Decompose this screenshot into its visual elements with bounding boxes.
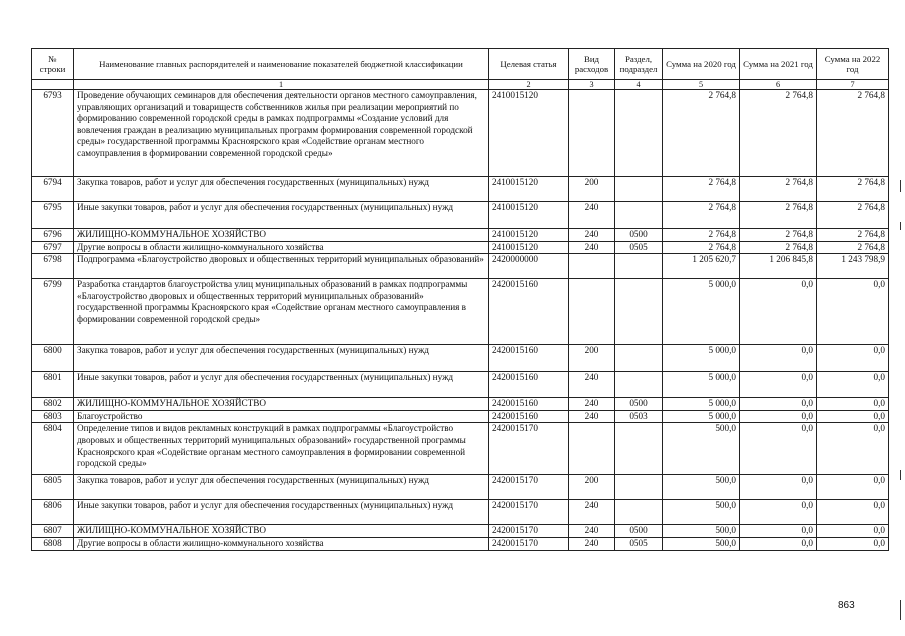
header-sum-2022: Сумма на 2022 год bbox=[817, 49, 889, 80]
row-number-cell: 6806 bbox=[32, 500, 74, 525]
target-article-cell: 2420015160 bbox=[489, 345, 569, 372]
table-row bbox=[32, 279, 889, 345]
target-article-cell: 2410015120 bbox=[489, 229, 569, 242]
target-article-cell: 2420015160 bbox=[489, 410, 569, 423]
header-sum-2020: Сумма на 2020 год bbox=[663, 49, 740, 80]
scan-edge-mark bbox=[900, 470, 901, 480]
expense-type-cell: 240 bbox=[569, 500, 615, 525]
row-number-cell: 6798 bbox=[32, 254, 74, 279]
row-number-cell: 6797 bbox=[32, 241, 74, 254]
section-cell bbox=[615, 500, 663, 525]
row-number-cell: 6804 bbox=[32, 423, 74, 475]
expense-type-cell: 240 bbox=[569, 202, 615, 229]
sum-2020-cell: 5 000,0 bbox=[663, 279, 740, 345]
table-row bbox=[32, 537, 889, 550]
sum-2022-cell: 0,0 bbox=[817, 475, 889, 500]
expense-type-cell bbox=[569, 254, 615, 279]
section-cell bbox=[615, 177, 663, 202]
column-number-row bbox=[32, 80, 889, 90]
sum-2022-cell: 0,0 bbox=[817, 537, 889, 550]
sum-2021-cell: 0,0 bbox=[740, 410, 817, 423]
header-expense-type: Вид расходов bbox=[569, 49, 615, 80]
column-number bbox=[32, 80, 74, 90]
section-cell: 0503 bbox=[615, 410, 663, 423]
target-article-cell: 2420015160 bbox=[489, 398, 569, 411]
sum-2021-cell: 0,0 bbox=[740, 345, 817, 372]
row-number-cell: 6807 bbox=[32, 525, 74, 538]
table-row bbox=[32, 229, 889, 242]
sum-2021-cell: 0,0 bbox=[740, 525, 817, 538]
column-number: 1 bbox=[74, 80, 489, 90]
column-number: 7 bbox=[817, 80, 889, 90]
expense-type-cell: 240 bbox=[569, 398, 615, 411]
header-section: Раздел, подраздел bbox=[615, 49, 663, 80]
sum-2021-cell: 0,0 bbox=[740, 537, 817, 550]
section-cell bbox=[615, 345, 663, 372]
table-row bbox=[32, 202, 889, 229]
row-number-cell: 6795 bbox=[32, 202, 74, 229]
sum-2021-cell: 1 206 845,8 bbox=[740, 254, 817, 279]
row-number-cell: 6801 bbox=[32, 372, 74, 398]
scan-edge-mark bbox=[900, 600, 901, 620]
sum-2020-cell: 500,0 bbox=[663, 423, 740, 475]
target-article-cell: 2410015120 bbox=[489, 90, 569, 177]
item-name-cell: Другие вопросы в области жилищно-коммунального хозяйства bbox=[74, 241, 489, 254]
row-number-cell: 6794 bbox=[32, 177, 74, 202]
sum-2021-cell: 2 764,8 bbox=[740, 241, 817, 254]
sum-2022-cell: 0,0 bbox=[817, 345, 889, 372]
table-row bbox=[32, 372, 889, 398]
table-row bbox=[32, 345, 889, 372]
sum-2022-cell: 0,0 bbox=[817, 423, 889, 475]
row-number-cell: 6805 bbox=[32, 475, 74, 500]
section-cell: 0505 bbox=[615, 241, 663, 254]
sum-2022-cell: 0,0 bbox=[817, 500, 889, 525]
page-number: 863 bbox=[838, 600, 855, 611]
table-body bbox=[32, 80, 889, 551]
sum-2021-cell: 0,0 bbox=[740, 372, 817, 398]
sum-2020-cell: 2 764,8 bbox=[663, 202, 740, 229]
item-name-cell: ЖИЛИЩНО-КОММУНАЛЬНОЕ ХОЗЯЙСТВО bbox=[74, 525, 489, 538]
sum-2022-cell: 0,0 bbox=[817, 525, 889, 538]
expense-type-cell: 200 bbox=[569, 345, 615, 372]
section-cell bbox=[615, 279, 663, 345]
header-sum-2021: Сумма на 2021 год bbox=[740, 49, 817, 80]
column-number: 6 bbox=[740, 80, 817, 90]
table-header bbox=[32, 49, 889, 80]
expense-type-cell: 240 bbox=[569, 410, 615, 423]
section-cell bbox=[615, 423, 663, 475]
section-cell bbox=[615, 90, 663, 177]
sum-2020-cell: 5 000,0 bbox=[663, 345, 740, 372]
header-name: Наименование главных распорядителей и наименование показателей бюджетной классификации bbox=[74, 49, 489, 80]
sum-2021-cell: 2 764,8 bbox=[740, 202, 817, 229]
sum-2022-cell: 2 764,8 bbox=[817, 177, 889, 202]
sum-2021-cell: 0,0 bbox=[740, 500, 817, 525]
expense-type-cell bbox=[569, 423, 615, 475]
sum-2020-cell: 5 000,0 bbox=[663, 410, 740, 423]
target-article-cell: 2410015120 bbox=[489, 202, 569, 229]
sum-2020-cell: 2 764,8 bbox=[663, 241, 740, 254]
expense-type-cell: 240 bbox=[569, 372, 615, 398]
sum-2022-cell: 0,0 bbox=[817, 410, 889, 423]
item-name-cell: Закупка товаров, работ и услуг для обеспечения государственных (муниципальных) нужд bbox=[74, 177, 489, 202]
sum-2021-cell: 0,0 bbox=[740, 398, 817, 411]
section-cell bbox=[615, 372, 663, 398]
expense-type-cell: 200 bbox=[569, 475, 615, 500]
expense-type-cell bbox=[569, 90, 615, 177]
sum-2021-cell: 2 764,8 bbox=[740, 90, 817, 177]
row-number-cell: 6793 bbox=[32, 90, 74, 177]
sum-2022-cell: 0,0 bbox=[817, 372, 889, 398]
row-number-cell: 6799 bbox=[32, 279, 74, 345]
sum-2021-cell: 2 764,8 bbox=[740, 229, 817, 242]
sum-2021-cell: 0,0 bbox=[740, 423, 817, 475]
table-row bbox=[32, 90, 889, 177]
section-cell: 0500 bbox=[615, 229, 663, 242]
scan-edge-mark bbox=[900, 180, 901, 192]
item-name-cell: Подпрограмма «Благоустройство дворовых и общественных территорий муниципальных образований» bbox=[74, 254, 489, 279]
table-row bbox=[32, 254, 889, 279]
sum-2021-cell: 0,0 bbox=[740, 475, 817, 500]
target-article-cell: 2420015170 bbox=[489, 525, 569, 538]
row-number-cell: 6803 bbox=[32, 410, 74, 423]
table-row bbox=[32, 398, 889, 411]
target-article-cell: 2410015120 bbox=[489, 177, 569, 202]
sum-2020-cell: 500,0 bbox=[663, 475, 740, 500]
expense-type-cell: 240 bbox=[569, 241, 615, 254]
header-row-number: № строки bbox=[32, 49, 74, 80]
sum-2020-cell: 5 000,0 bbox=[663, 398, 740, 411]
expense-type-cell: 200 bbox=[569, 177, 615, 202]
sum-2022-cell: 0,0 bbox=[817, 398, 889, 411]
column-number: 5 bbox=[663, 80, 740, 90]
target-article-cell: 2420015160 bbox=[489, 372, 569, 398]
row-number-cell: 6802 bbox=[32, 398, 74, 411]
sum-2021-cell: 2 764,8 bbox=[740, 177, 817, 202]
item-name-cell: Иные закупки товаров, работ и услуг для обеспечения государственных (муниципальных) нужд bbox=[74, 202, 489, 229]
section-cell: 0505 bbox=[615, 537, 663, 550]
item-name-cell: Проведение обучающих семинаров для обеспечения деятельности органов местного самоуправления, управляющих организаций и товариществ собственников жилья при реализации мероприятий по формированию современной городской среды в рамках подпрограммы «Создание условий для вовлечения граждан в реализацию муниципальных программ формирования современной городской среды» государственной программы Красноярского края «Содействие органам местного самоуправления в формировании современной городской среды» bbox=[74, 90, 489, 177]
sum-2022-cell: 0,0 bbox=[817, 279, 889, 345]
sum-2021-cell: 0,0 bbox=[740, 279, 817, 345]
item-name-cell: Закупка товаров, работ и услуг для обеспечения государственных (муниципальных) нужд bbox=[74, 345, 489, 372]
expense-type-cell bbox=[569, 279, 615, 345]
sum-2020-cell: 2 764,8 bbox=[663, 90, 740, 177]
table-row bbox=[32, 423, 889, 475]
column-number: 4 bbox=[615, 80, 663, 90]
expense-type-cell: 240 bbox=[569, 229, 615, 242]
sum-2020-cell: 2 764,8 bbox=[663, 177, 740, 202]
header-target-article: Целевая статья bbox=[489, 49, 569, 80]
sum-2020-cell: 5 000,0 bbox=[663, 372, 740, 398]
target-article-cell: 2420015170 bbox=[489, 475, 569, 500]
item-name-cell: Другие вопросы в области жилищно-коммунального хозяйства bbox=[74, 537, 489, 550]
section-cell bbox=[615, 254, 663, 279]
row-number-cell: 6796 bbox=[32, 229, 74, 242]
sum-2022-cell: 1 243 798,9 bbox=[817, 254, 889, 279]
item-name-cell: Определение типов и видов рекламных конструкций в рамках подпрограммы «Благоустройство дворовых и общественных территорий муниципальных образований» государственной программы Красноярского края «Содействие органам местного самоуправления в формировании современной городской среды» bbox=[74, 423, 489, 475]
section-cell: 0500 bbox=[615, 525, 663, 538]
target-article-cell: 2420015160 bbox=[489, 279, 569, 345]
scan-edge-mark bbox=[900, 222, 901, 230]
table-row bbox=[32, 241, 889, 254]
column-number: 2 bbox=[489, 80, 569, 90]
expense-type-cell: 240 bbox=[569, 537, 615, 550]
table-row bbox=[32, 500, 889, 525]
item-name-cell: Благоустройство bbox=[74, 410, 489, 423]
sum-2022-cell: 2 764,8 bbox=[817, 90, 889, 177]
table-row bbox=[32, 525, 889, 538]
item-name-cell: Иные закупки товаров, работ и услуг для обеспечения государственных (муниципальных) нужд bbox=[74, 500, 489, 525]
table-row bbox=[32, 475, 889, 500]
item-name-cell: Закупка товаров, работ и услуг для обеспечения государственных (муниципальных) нужд bbox=[74, 475, 489, 500]
target-article-cell: 2420015170 bbox=[489, 537, 569, 550]
sum-2020-cell: 500,0 bbox=[663, 500, 740, 525]
table-row bbox=[32, 177, 889, 202]
table-row bbox=[32, 410, 889, 423]
sum-2022-cell: 2 764,8 bbox=[817, 241, 889, 254]
row-number-cell: 6808 bbox=[32, 537, 74, 550]
sum-2022-cell: 2 764,8 bbox=[817, 229, 889, 242]
sum-2020-cell: 1 205 620,7 bbox=[663, 254, 740, 279]
sum-2020-cell: 500,0 bbox=[663, 537, 740, 550]
section-cell bbox=[615, 202, 663, 229]
row-number-cell: 6800 bbox=[32, 345, 74, 372]
item-name-cell: Иные закупки товаров, работ и услуг для обеспечения государственных (муниципальных) нужд bbox=[74, 372, 489, 398]
section-cell: 0500 bbox=[615, 398, 663, 411]
sum-2022-cell: 2 764,8 bbox=[817, 202, 889, 229]
section-cell bbox=[615, 475, 663, 500]
sum-2020-cell: 2 764,8 bbox=[663, 229, 740, 242]
budget-table bbox=[31, 48, 889, 551]
item-name-cell: Разработка стандартов благоустройства улиц муниципальных образований в рамках подпрограммы «Благоустройство дворовых и общественных территорий муниципальных образований» государственной программы Красноярского края «Содействие органам местного самоуправления в формировании современной городской среды» bbox=[74, 279, 489, 345]
item-name-cell: ЖИЛИЩНО-КОММУНАЛЬНОЕ ХОЗЯЙСТВО bbox=[74, 229, 489, 242]
target-article-cell: 2420000000 bbox=[489, 254, 569, 279]
expense-type-cell: 240 bbox=[569, 525, 615, 538]
target-article-cell: 2420015170 bbox=[489, 500, 569, 525]
target-article-cell: 2410015120 bbox=[489, 241, 569, 254]
target-article-cell: 2420015170 bbox=[489, 423, 569, 475]
column-number: 3 bbox=[569, 80, 615, 90]
sum-2020-cell: 500,0 bbox=[663, 525, 740, 538]
item-name-cell: ЖИЛИЩНО-КОММУНАЛЬНОЕ ХОЗЯЙСТВО bbox=[74, 398, 489, 411]
